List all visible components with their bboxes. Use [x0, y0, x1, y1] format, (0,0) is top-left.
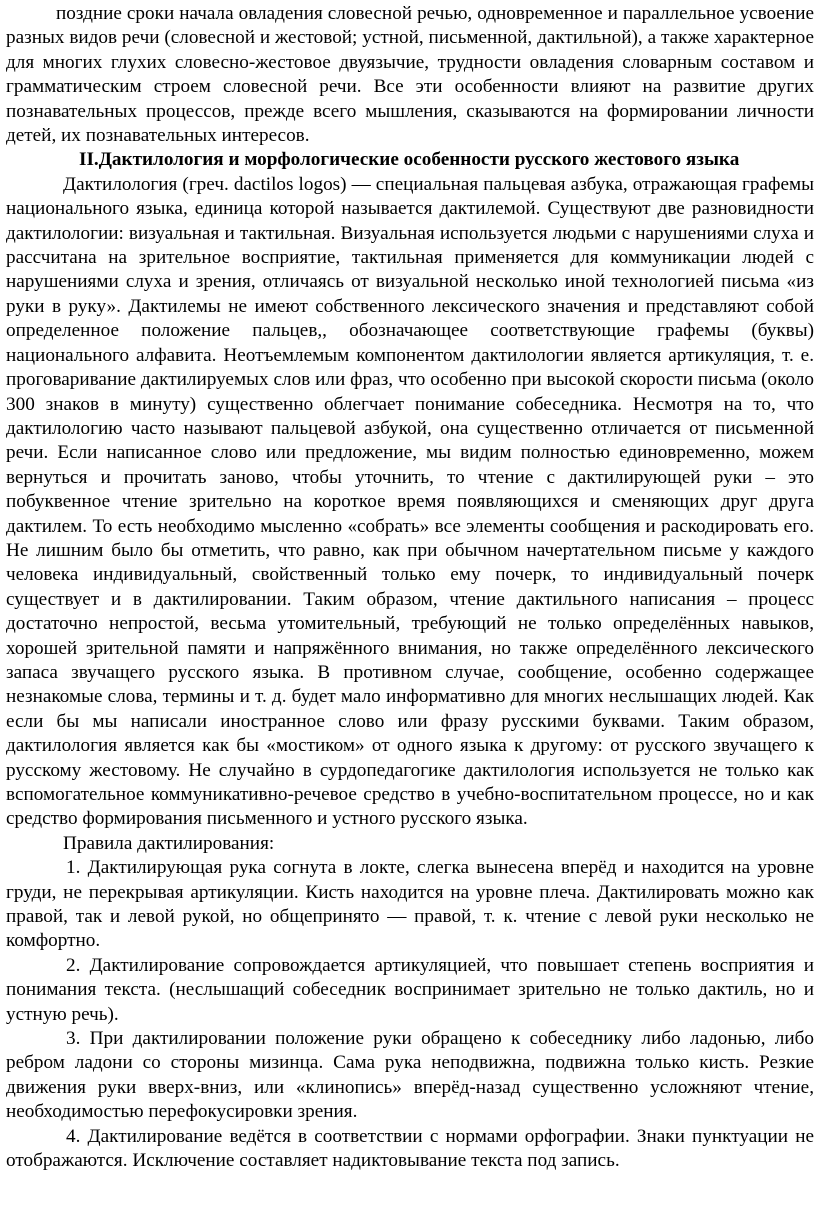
- intro-paragraph: поздние сроки начала овладения словесной речью, одновременное и параллельное усвоение разных видов речи (словесной и жестовой; устной, письменной, дактильной), а также характерное для многих глухих словесно-жестовое двуязычие, трудности овладения словарным составом и грамматическим строем словесной речи. Все эти особенности влияют на развитие других познавательных процессов, прежде всего мышления, сказываются на формировании личности детей, их познавательных интересов.: [6, 3, 814, 147]
- main-paragraph: Дактилология (греч. dactilos logos) — специальная пальцевая азбука, отражающая графемы национального языка, единица которой называется дактилемой. Существуют две разновидности дактилологии: визуальная и тактильная. Визуальная используется людьми с нарушениями слуха и рассчитана на зрительное восприятие, тактильная применяется для коммуникации людей с нарушениями слуха и зрения, отличаясь от визуальной несколько иной технологией письма «из руки в руку». Дактилемы не имеют собственного лексического значения и представляют собой определенное положение пальцев,, обозначающее соответствующие графемы (буквы) национального алфавита. Неотъемлемым компонентом дактилологии является артикуляция, т. е. проговаривание дактилируемых слов или фраз, что особенно при высокой скорости письма (около 300 знаков в минуту) существенно облегчает понимание собеседника. Несмотря на то, что дактилологию часто называют пальцевой азбукой, она существенно отличается от письменной речи. Если написанное слово или предложение, мы видим полностью единовременно, можем вернуться и прочитать заново, чтобы уточнить, то чтение с дактилирующей руки – это побуквенное чтение зрительно на короткое время появляющихся и сменяющих друг друга дактилем. То есть необходимо мысленно «собрать» все элементы сообщения и раскодировать его. Не лишним было бы отметить, что равно, как при обычном начертательном письме у каждого человека индивидуальный, свойственный только ему почерк, то индивидуальный почерк существует и в дактилировании. Таким образом, чтение дактильного написания – процесс достаточно непростой, весьма утомительный, требующий не только определённых навыков, хорошей зрительной памяти и напряжённого внимания, но также определённого лексического запаса звучащего русского языка. В противном случае, сообщение, особенно содержащее незнакомые слова, термины и т. д. будет мало информативно для многих неслышащих людей. Как если бы мы написали иностранное слово или фразу русскими буквами. Таким образом, дактилология является как бы «мостиком» от одного языка к другому: от русского звучащего к русскому жестовому. Не случайно в сурдопедагогике дактилология используется не только как вспомогательное коммуникативно-речевое средство в учебно-воспитательном процессе, но и как средство формирования письменного и устного русского языка.: [6, 173, 814, 830]
- rules-heading: Правила дактилирования:: [63, 832, 275, 854]
- rule-item-1: 1. Дактилирующая рука согнута в локте, слегка вынесена вперёд и находится на уровне груди, не перекрывая артикуляции. Кисть находится на уровне плеча. Дактилировать можно как правой, так и левой рукой, но общепринято — правой, т. к. чтение с левой руки несколько не комфортно.: [6, 857, 814, 952]
- section-heading: II.Дактилология и морфологические особенности русского жестового языка: [79, 149, 740, 171]
- rule-item-4: 4. Дактилирование ведётся в соответствии с нормами орфографии. Знаки пунктуации не отображаются. Исключение составляет надиктовывание текста под запись.: [6, 1125, 814, 1172]
- rule-item-2: 2. Дактилирование сопровождается артикуляцией, что повышает степень восприятия и понимания текста. (неслышащий собеседник воспринимает зрительно не только дактиль, но и устную речь).: [6, 954, 814, 1025]
- rule-item-3: 3. При дактилировании положение руки обращено к собеседнику либо ладонью, либо ребром ладони со стороны мизинца. Сама рука неподвижна, подвижна только кисть. Резкие движения руки вверх-вниз, или «клинопись» вперёд-назад существенно усложняют чтение, необходимостью перефокусировки зрения.: [6, 1028, 814, 1123]
